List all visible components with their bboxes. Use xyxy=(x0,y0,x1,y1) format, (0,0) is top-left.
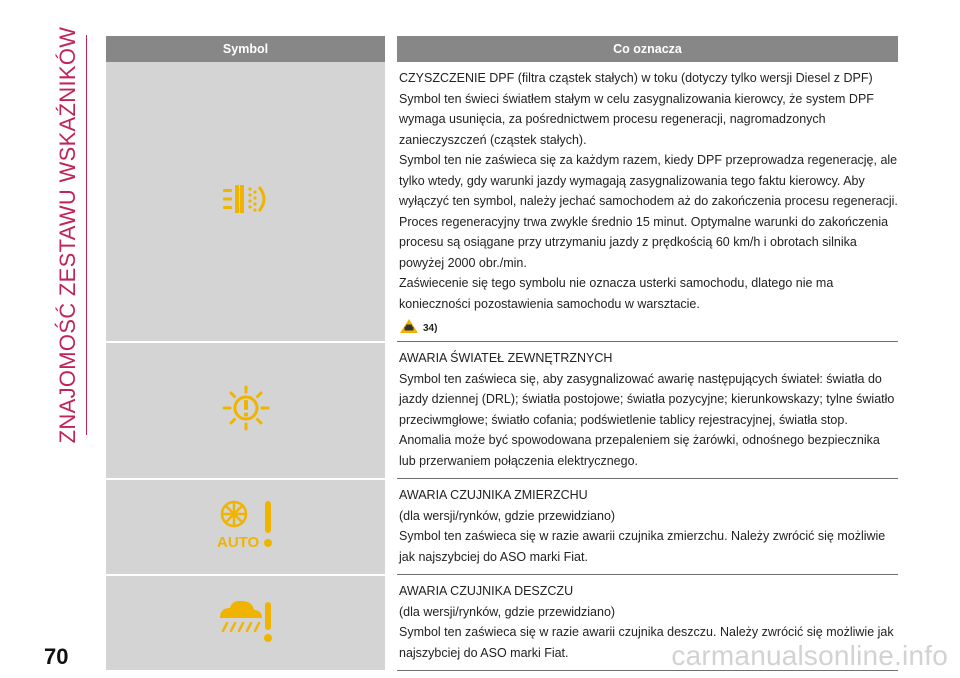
row-text: Symbol ten nie zaświeca się za każdym razem, kiedy DPF przeprowadza regenerację, ale tylko wtedy, gdy warunki jazdy wymagają zasygnalizowania tego faktu kierowcy. Aby wyłączyć ten symbol, należy jechać samochodem aż do zakończenia procesu regeneracji. Proces regeneracyjny trwa zwykle średnio 15 minut. Optymalne warunki do zakończenia procesu są osiągane przy utrzymaniu jazdy z prędkością 60 km/h i obrotach silnika powyżej 2000 obr./min. xyxy=(399,153,898,270)
row-title: AWARIA CZUJNIKA ZMIERZCHU xyxy=(399,488,588,502)
table-row xyxy=(106,342,898,479)
twilight-sensor-failure-icon xyxy=(213,497,279,551)
row-text: (dla wersji/rynków, gdzie przewidziano) xyxy=(399,508,616,523)
warning-lights-table xyxy=(106,36,898,672)
header-meaning: Co oznacza xyxy=(391,36,898,62)
exterior-light-failure-icon xyxy=(221,385,271,431)
watermark: carmanualsonline.info xyxy=(671,640,948,671)
row-text: (dla wersji/rynków, gdzie przewidziano) xyxy=(399,604,616,619)
description-cell xyxy=(391,342,898,479)
warning-car-icon xyxy=(399,318,419,334)
side-divider xyxy=(86,35,87,435)
svg-text:AUTO: AUTO xyxy=(216,534,259,551)
dpf-filter-icon xyxy=(221,181,271,217)
row-text: Symbol ten zaświeca się w razie awarii czujnika zmierzchu. Należy zwrócić się możliwie jak najszybciej do ASO marki Fiat. xyxy=(399,529,886,564)
row-text: Symbol ten zaświeca się w razie awarii czujnika deszczu. Należy zwrócić się możliwie jak najszybciej do ASO marki Fiat. xyxy=(399,625,894,660)
rain-sensor-failure-icon xyxy=(214,596,278,644)
warning-reference-number: 34) xyxy=(423,323,438,334)
row-text: Symbol ten zaświeca się, aby zasygnalizować awarię następujących świateł: światła do jazdy dziennej (DRL); światła postojowe; światła pozycyjne; kierunkowskazy; tylne światło przeciwmgłowe; światło cofania; podświetlenie tablicy rejestracyjnej, światła stop. xyxy=(399,371,895,427)
side-section-title: ZNAJOMOŚĆ ZESTAWU WSKAŹNIKÓW xyxy=(55,26,80,444)
symbol-cell xyxy=(106,479,391,575)
row-text: Symbol ten świeci światłem stałym w celu zasygnalizowania kierowcy, że system DPF wymaga usunięcia, za pośrednictwem procesu regeneracji, nagromadzonych zanieczyszczeń (cząstek stałych). xyxy=(399,91,874,147)
row-title: AWARIA ŚWIATEŁ ZEWNĘTRZNYCH xyxy=(399,351,613,365)
row-title: CZYSZCZENIE DPF (filtra cząstek stałych) w toku (dotyczy tylko wersji Diesel z DPF) xyxy=(399,71,873,85)
row-text: Anomalia może być spowodowana przepaleniem się żarówki, odnośnego bezpiecznika lub przerwaniem połączenia elektrycznego. xyxy=(399,433,880,468)
row-text: Zaświecenie się tego symbolu nie oznacza usterki samochodu, dlatego nie ma konieczności pozostawienia samochodu w warsztacie. xyxy=(399,276,834,311)
table-header-row xyxy=(106,36,898,62)
row-title: AWARIA CZUJNIKA DESZCZU xyxy=(399,584,574,598)
description-cell xyxy=(391,479,898,575)
symbol-cell xyxy=(106,62,391,342)
warning-reference xyxy=(399,316,898,334)
table-row xyxy=(106,479,898,575)
table-row xyxy=(106,62,898,342)
symbol-cell xyxy=(106,342,391,479)
description-cell xyxy=(391,62,898,342)
header-symbol: Symbol xyxy=(106,36,391,62)
symbol-cell xyxy=(106,575,391,671)
page-number: 70 xyxy=(44,644,69,669)
